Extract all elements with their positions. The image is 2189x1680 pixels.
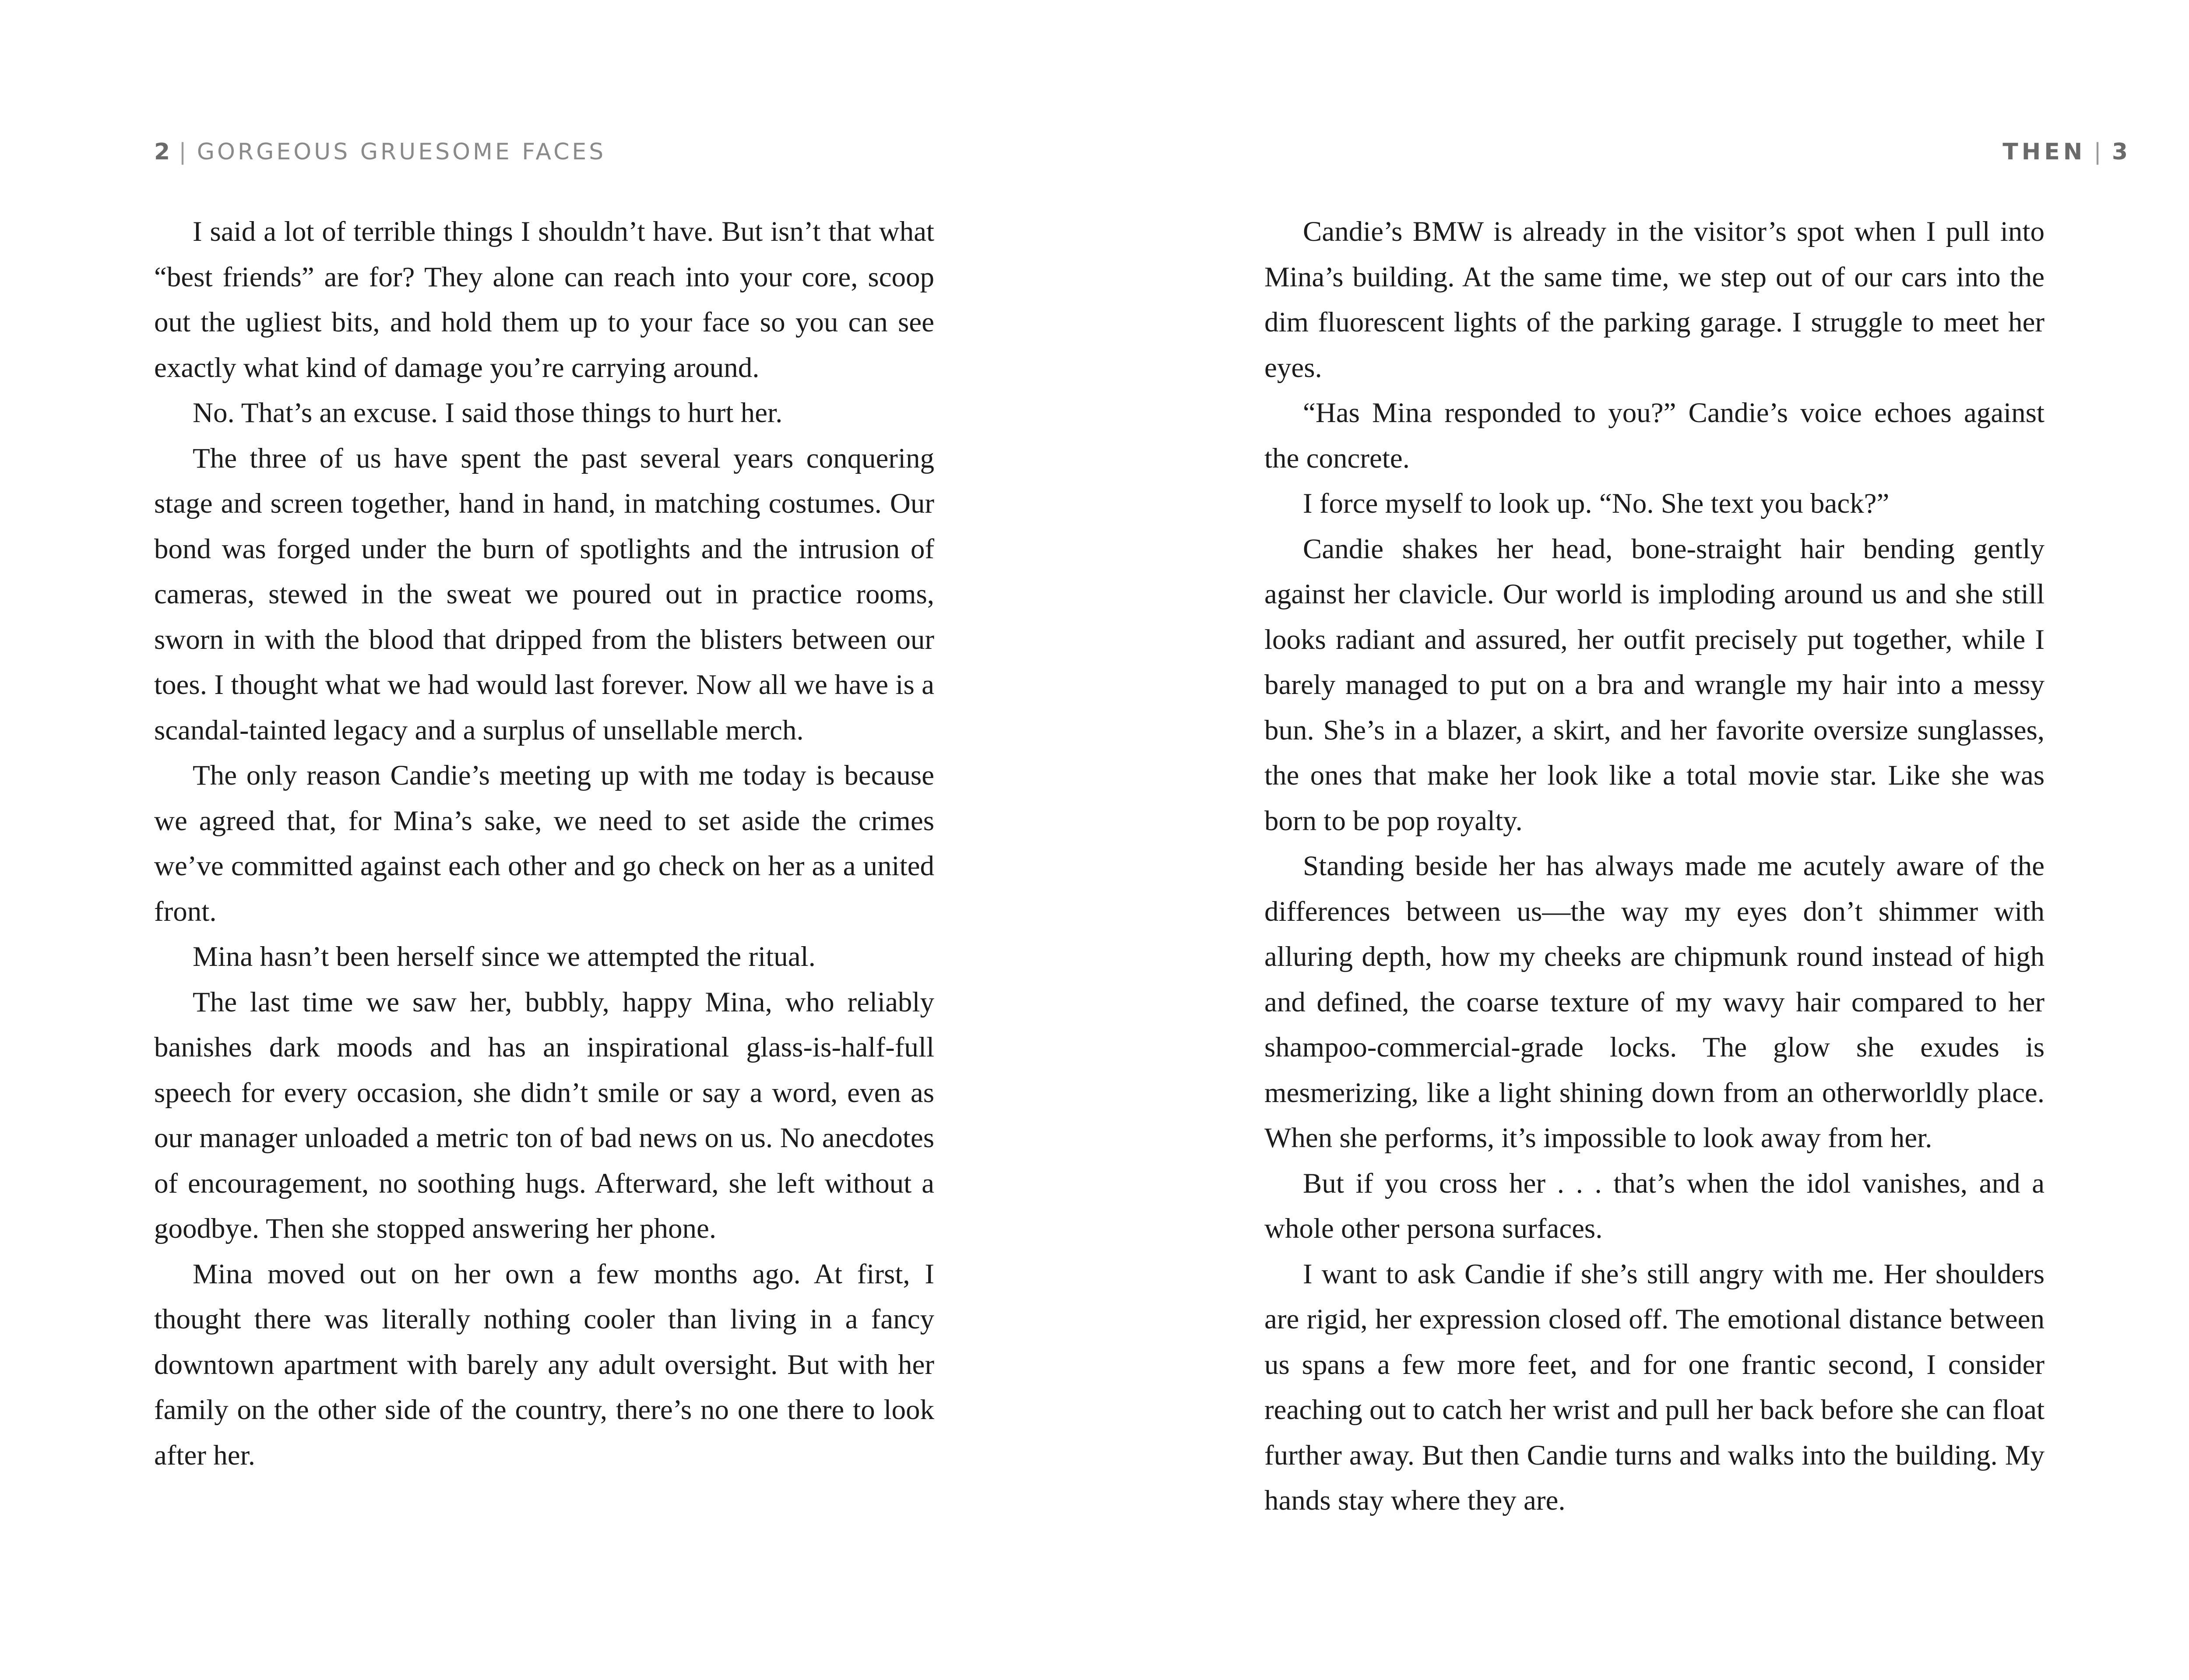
running-head-right — [2002, 137, 2129, 167]
paragraph: The three of us have spent the past several years conquering stage and screen together, hand in hand, in matching costumes. Our bond was forged under the burn of spotlights and the intrusion of cameras, stewed in the sweat we poured out in practice rooms, sworn in with the blood that dripped from the blisters between our toes. I thought what we had would last forever. Now all we have is a scandal-tainted legacy and a surplus of unsellable merch. — [154, 442, 934, 746]
book-title: GORGEOUS GRUESOME FACES — [197, 139, 606, 165]
running-head-separator: | — [179, 139, 189, 165]
running-head-separator: | — [2094, 139, 2104, 165]
paragraph: I force myself to look up. “No. She text you back?” — [1303, 488, 1890, 519]
body-text — [154, 209, 934, 1478]
paragraph: The last time we saw her, bubbly, happy Mina, who reliably banishes dark moods and has an inspirational glass-is-half-full speech for every occasion, she didn’t smile or say a word, even as our manager unloaded a metric ton of bad news on us. No anecdotes of encouragement, no soothing hugs. Afterward, she left without a goodbye. Then she stopped answering her phone. — [154, 986, 934, 1244]
left-page — [0, 0, 1094, 1680]
paragraph: Mina moved out on her own a few months ago. At first, I thought there was literally nothing cooler than living in a fancy downtown apartment with barely any adult oversight. But with her family on the other side of the country, there’s no one there to look after her. — [154, 1258, 934, 1471]
paragraph: Candie shakes her head, bone-straight hair bending gently against her clavicle. Our world is imploding around us and she still looks radiant and assured, her outfit precisely put together, while I barely managed to put on a bra and wrangle my hair into a messy bun. She’s in a blazer, a skirt, and her favorite oversize sunglasses, the ones that make her look like a total movie star. Like she was born to be pop royalty. — [1264, 533, 2045, 837]
right-page — [1094, 0, 2189, 1680]
paragraph: I want to ask Candie if she’s still angry with me. Her shoulders are rigid, her expression closed off. The emotional distance between us spans a few more feet, and for one frantic second, I consider reaching out to catch her wrist and pull her back before she can float further away. But then Candie turns and walks into the building. My hands stay where they are. — [1264, 1258, 2045, 1516]
page-number: 3 — [2112, 139, 2129, 165]
chapter-title: THEN — [2002, 139, 2086, 165]
paragraph: Standing beside her has always made me acutely aware of the differences between us—the way my eyes don’t shimmer with alluring depth, how my cheeks are chipmunk round instead of high and defined, the coarse texture of my wavy hair compared to her shampoo-commercial-grade locks. The glow she exudes is mesmerizing, like a light shining down from an otherworldly place. When she performs, it’s impossible to look away from her. — [1264, 850, 2045, 1154]
paragraph: No. That’s an excuse. I said those things to hurt her. — [193, 397, 783, 429]
body-text — [1264, 209, 2045, 1524]
paragraph: The only reason Candie’s meeting up with me today is because we agreed that, for Mina’s sake, we need to set aside the crimes we’ve committed against each other and go check on her as a united front. — [154, 760, 934, 927]
paragraph: Mina hasn’t been herself since we attempted the ritual. — [193, 941, 816, 972]
paragraph: I said a lot of terrible things I shouldn’t have. But isn’t that what “best friends” are for? They alone can reach into your core, scoop out the ugliest bits, and hold them up to your face so you can see exactly what kind of damage you’re carrying around. — [154, 216, 934, 384]
paragraph: Candie’s BMW is already in the visitor’s spot when I pull into Mina’s building. At the same time, we step out of our cars into the dim fluorescent lights of the parking garage. I struggle to meet her eyes. — [1264, 216, 2045, 384]
page-number: 2 — [154, 139, 171, 165]
running-head-left — [154, 137, 606, 167]
paragraph: “Has Mina responded to you?” Candie’s voice echoes against the concrete. — [1264, 397, 2045, 474]
paragraph: But if you cross her . . . that’s when the idol vanishes, and a whole other persona surfaces. — [1264, 1167, 2045, 1244]
